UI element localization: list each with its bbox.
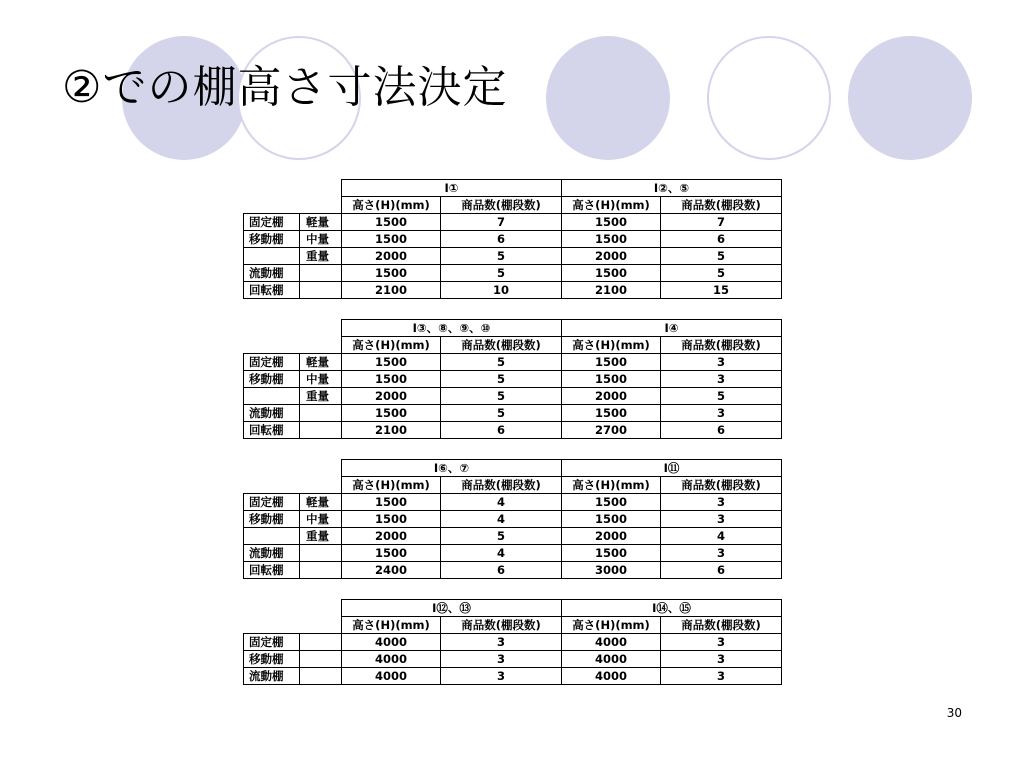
shelf-count-cell: 5 [661,388,782,405]
load-class-cell [300,282,342,299]
height-cell: 4000 [342,668,441,685]
group-header: I③、⑧、⑨、⑩ [342,320,562,337]
height-cell: 1500 [342,231,441,248]
table-row [244,422,782,439]
load-class-cell [300,422,342,439]
load-class-cell: 中量 [300,231,342,248]
column-header: 高さ(H)(mm) [562,337,661,354]
table-row [244,651,782,668]
shelf-count-cell: 5 [441,265,562,282]
group-header: I⑥、⑦ [342,460,562,477]
load-class-cell: 軽量 [300,214,342,231]
shelf-count-cell: 3 [661,511,782,528]
group-header-row [244,180,782,197]
decor-circle-3 [546,36,670,160]
shelf-count-cell: 7 [661,214,782,231]
height-cell: 2000 [562,528,661,545]
table-row [244,494,782,511]
shelf-type-cell: 移動棚 [244,231,300,248]
column-header: 商品数(棚段数) [661,197,782,214]
decor-circle-4 [707,36,831,160]
shelf-count-cell: 4 [441,545,562,562]
column-header-row [244,337,782,354]
shelf-count-cell: 5 [441,248,562,265]
group-header: I⑫、⑬ [342,600,562,617]
slide-title: ②での棚高さ寸法決定 [62,62,508,113]
shelf-count-cell: 15 [661,282,782,299]
empty-corner-cell [244,337,342,354]
height-cell: 1500 [562,265,661,282]
column-header: 商品数(棚段数) [441,197,562,214]
column-header-row [244,477,782,494]
height-cell: 1500 [562,371,661,388]
height-cell: 2000 [562,248,661,265]
page-number: 30 [946,706,962,720]
height-cell: 4000 [562,634,661,651]
height-cell: 1500 [562,511,661,528]
empty-corner-cell [244,600,342,617]
shelf-count-cell: 5 [661,265,782,282]
height-cell: 2400 [342,562,441,579]
table-row [244,388,782,405]
shelf-table-3 [243,459,782,579]
shelf-count-cell: 3 [441,651,562,668]
height-cell: 1500 [342,354,441,371]
shelf-count-cell: 3 [661,354,782,371]
height-cell: 2100 [562,282,661,299]
shelf-count-cell: 3 [441,634,562,651]
empty-corner-cell [244,477,342,494]
table-row [244,405,782,422]
height-cell: 1500 [342,214,441,231]
group-header: I②、⑤ [562,180,782,197]
group-header: I① [342,180,562,197]
table-row [244,634,782,651]
table-row [244,282,782,299]
shelf-type-cell: 流動棚 [244,405,300,422]
shelf-type-cell: 流動棚 [244,545,300,562]
column-header: 高さ(H)(mm) [342,197,441,214]
shelf-type-cell: 固定棚 [244,214,300,231]
group-header-row [244,460,782,477]
column-header: 高さ(H)(mm) [342,617,441,634]
empty-corner-cell [244,197,342,214]
height-cell: 4000 [342,634,441,651]
shelf-count-cell: 6 [441,422,562,439]
shelf-count-cell: 3 [661,651,782,668]
shelf-type-cell: 移動棚 [244,651,300,668]
load-class-cell [300,405,342,422]
shelf-count-cell: 3 [661,545,782,562]
height-cell: 1500 [562,214,661,231]
shelf-count-cell: 4 [661,528,782,545]
load-class-cell [300,562,342,579]
height-cell: 2000 [342,248,441,265]
shelf-type-cell: 回転棚 [244,282,300,299]
shelf-type-cell: 流動棚 [244,265,300,282]
table-row [244,528,782,545]
load-class-cell: 中量 [300,511,342,528]
group-header: I⑪ [562,460,782,477]
height-cell: 2000 [342,388,441,405]
shelf-type-cell: 回転棚 [244,422,300,439]
height-cell: 2000 [342,528,441,545]
height-cell: 4000 [342,651,441,668]
load-class-cell [300,651,342,668]
shelf-type-cell: 固定棚 [244,634,300,651]
shelf-count-cell: 4 [441,494,562,511]
height-cell: 1500 [562,354,661,371]
height-cell: 2000 [562,388,661,405]
load-class-cell: 重量 [300,388,342,405]
load-class-cell: 軽量 [300,494,342,511]
column-header: 商品数(棚段数) [441,477,562,494]
shelf-count-cell: 3 [661,371,782,388]
column-header: 高さ(H)(mm) [562,617,661,634]
height-cell: 1500 [342,511,441,528]
shelf-count-cell: 6 [661,231,782,248]
empty-corner-cell [244,460,342,477]
load-class-cell [300,668,342,685]
column-header: 商品数(棚段数) [661,617,782,634]
shelf-count-cell: 5 [441,528,562,545]
shelf-count-cell: 6 [441,562,562,579]
height-cell: 1500 [342,405,441,422]
shelf-table-4 [243,599,782,685]
empty-corner-cell [244,180,342,197]
shelf-count-cell: 3 [661,634,782,651]
column-header-row [244,197,782,214]
height-cell: 2100 [342,282,441,299]
load-class-cell [300,545,342,562]
height-cell: 1500 [342,371,441,388]
table-row [244,511,782,528]
group-header: I⑭、⑮ [562,600,782,617]
height-cell: 3000 [562,562,661,579]
load-class-cell: 軽量 [300,354,342,371]
load-class-cell [300,265,342,282]
group-header-row [244,600,782,617]
height-cell: 4000 [562,668,661,685]
table-row [244,231,782,248]
shelf-count-cell: 4 [441,511,562,528]
table-row [244,562,782,579]
height-cell: 1500 [342,494,441,511]
height-cell: 1500 [562,494,661,511]
column-header: 高さ(H)(mm) [342,337,441,354]
height-cell: 1500 [562,545,661,562]
shelf-count-cell: 5 [441,354,562,371]
column-header: 商品数(棚段数) [661,337,782,354]
load-class-cell: 重量 [300,248,342,265]
table-row [244,248,782,265]
table-row [244,545,782,562]
shelf-count-cell: 5 [441,371,562,388]
table-row [244,371,782,388]
shelf-count-cell: 7 [441,214,562,231]
height-cell: 1500 [342,545,441,562]
height-cell: 1500 [562,231,661,248]
shelf-type-cell: 流動棚 [244,668,300,685]
table-row [244,354,782,371]
height-cell: 2100 [342,422,441,439]
column-header: 高さ(H)(mm) [342,477,441,494]
table-row [244,214,782,231]
column-header: 高さ(H)(mm) [562,197,661,214]
load-class-cell [300,634,342,651]
group-header: I④ [562,320,782,337]
height-cell: 1500 [342,265,441,282]
load-class-cell: 中量 [300,371,342,388]
shelf-count-cell: 6 [661,562,782,579]
height-cell: 1500 [562,405,661,422]
shelf-type-cell: 固定棚 [244,494,300,511]
decor-circle-5 [848,36,972,160]
height-cell: 4000 [562,651,661,668]
empty-corner-cell [244,320,342,337]
shelf-type-cell: 移動棚 [244,371,300,388]
shelf-type-cell: 回転棚 [244,562,300,579]
shelf-type-cell: 移動棚 [244,511,300,528]
shelf-count-cell: 10 [441,282,562,299]
table-row [244,668,782,685]
shelf-type-cell [244,528,300,545]
shelf-count-cell: 6 [441,231,562,248]
shelf-count-cell: 3 [661,494,782,511]
shelf-count-cell: 5 [661,248,782,265]
column-header: 商品数(棚段数) [441,337,562,354]
table-row [244,265,782,282]
column-header: 商品数(棚段数) [661,477,782,494]
empty-corner-cell [244,617,342,634]
group-header-row [244,320,782,337]
shelf-type-cell [244,248,300,265]
column-header-row [244,617,782,634]
shelf-type-cell: 固定棚 [244,354,300,371]
shelf-count-cell: 5 [441,405,562,422]
shelf-count-cell: 6 [661,422,782,439]
shelf-count-cell: 5 [441,388,562,405]
shelf-table-1 [243,179,782,299]
shelf-count-cell: 3 [441,668,562,685]
shelf-count-cell: 3 [661,668,782,685]
column-header: 商品数(棚段数) [441,617,562,634]
load-class-cell: 重量 [300,528,342,545]
column-header: 高さ(H)(mm) [562,477,661,494]
height-cell: 2700 [562,422,661,439]
shelf-table-2 [243,319,782,439]
shelf-count-cell: 3 [661,405,782,422]
shelf-type-cell [244,388,300,405]
